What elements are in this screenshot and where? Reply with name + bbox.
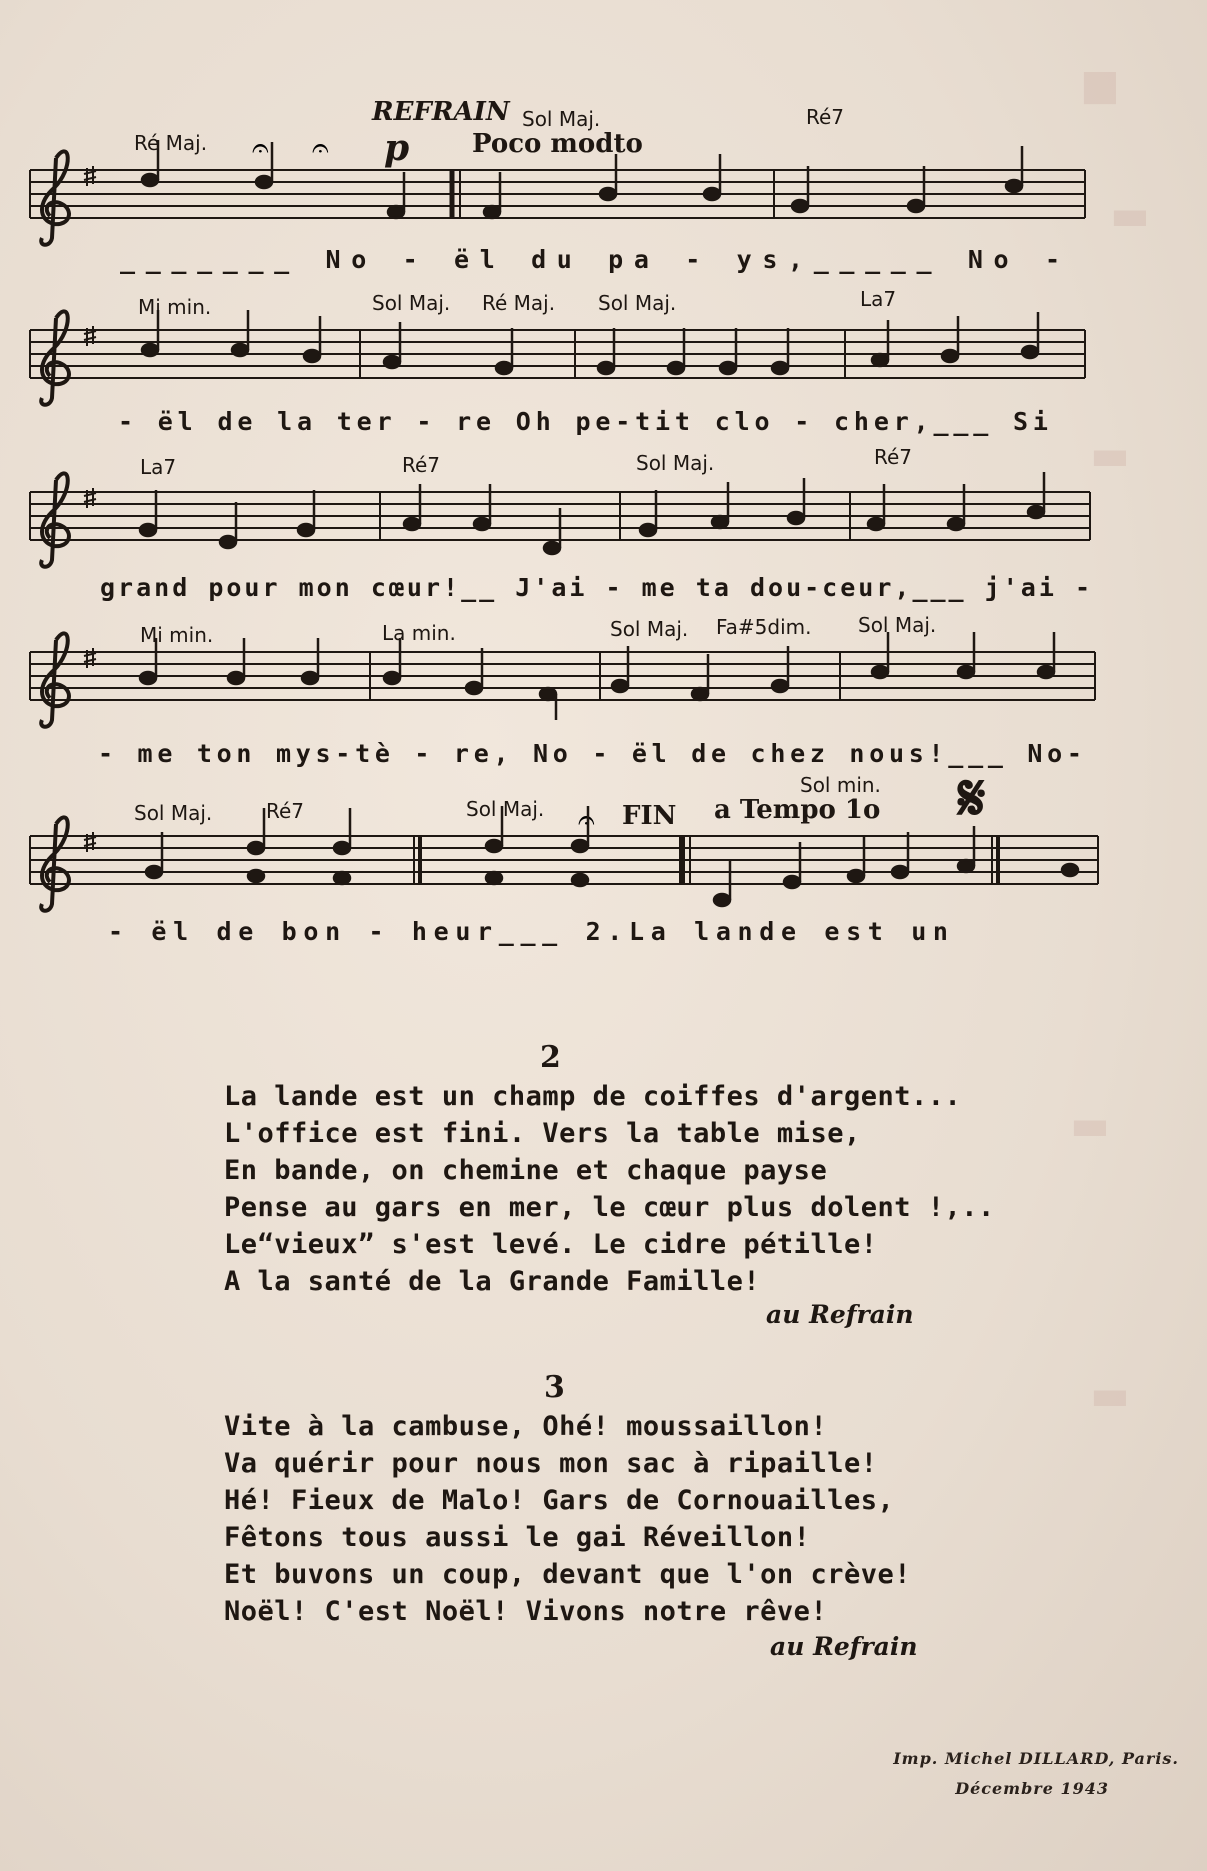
bleed-through-mark: ▬ [1110, 190, 1150, 239]
lyrics-line: grand pour mon cœur!__ J'ai - me ta dou-ceur,___ j'ai - [100, 573, 1090, 602]
chord-label: Ré Maj. [134, 131, 208, 155]
tempo-marking: Poco modto [472, 129, 643, 159]
bleed-through-mark: ▬ [1090, 1370, 1130, 1419]
chord-label: Ré7 [874, 445, 913, 469]
chord-label: La7 [140, 455, 177, 479]
verse-line: Va quérir pour nous mon sac à ripaille! [224, 1448, 878, 1479]
verse-line: Et buvons un coup, devant que l'on crève! [224, 1559, 911, 1590]
chord-label: Ré Maj. [482, 291, 556, 315]
fermata-icon: 𝄐 [252, 131, 269, 166]
chord-label: Sol Maj. [598, 291, 677, 315]
lyrics-line: - me ton mys-tè - re, No - ël de chez nous!___ No- [98, 739, 1082, 768]
refrain-note: au Refrain [770, 1632, 918, 1661]
staff-system-5 [30, 761, 1098, 946]
refrain-note: au Refrain [766, 1300, 914, 1329]
verse-line: L'office est fini. Vers la table mise, [224, 1118, 861, 1149]
chord-label: Sol Maj. [466, 797, 545, 821]
stanza-number: 2 [540, 1040, 561, 1075]
lyrics-line: _______ No - ël du pa - ys,_____ No - [120, 245, 1060, 274]
verse-line: La lande est un champ de coiffes d'argent... [224, 1081, 962, 1112]
verse-line: Pense au gars en mer, le cœur plus dolent !,.. [224, 1192, 995, 1223]
verse-line: Fêtons tous aussi le gai Réveillon! [224, 1522, 811, 1553]
verse-line: Hé! Fieux de Malo! Gars de Cornouailles, [224, 1485, 895, 1516]
dynamic-marking: p [384, 127, 410, 169]
chord-label: Sol Maj. [636, 451, 715, 475]
a-tempo-marking: a Tempo 1o [714, 795, 881, 825]
segno-icon: 𝄋 [958, 761, 986, 836]
chord-label: Sol min. [800, 773, 881, 797]
lyrics-line: - ël de la ter - re Oh pe-tit clo - cher,___ Si [118, 407, 1048, 436]
chord-label: Mi min. [138, 295, 212, 319]
verse-line: Vite à la cambuse, Ohé! moussaillon! [224, 1411, 828, 1442]
verse-line: A la santé de la Grande Famille! [224, 1266, 761, 1297]
chord-label: La min. [382, 621, 456, 645]
verse-line: En bande, on chemine et chaque payse [224, 1155, 828, 1186]
chord-label: Sol Maj. [522, 107, 601, 131]
refrain-title: REFRAIN [372, 97, 510, 127]
chord-label: La7 [860, 287, 897, 311]
chord-label: Sol Maj. [134, 801, 213, 825]
bleed-through-mark: ▬ [1070, 1100, 1110, 1149]
chord-label: Fa#5dim. [716, 615, 812, 639]
staff-system-1 [30, 105, 1085, 274]
chord-label: Ré7 [266, 799, 305, 823]
fermata-icon: 𝄐 [312, 131, 329, 166]
chord-label: Mi min. [140, 623, 214, 647]
verse-line: Le“vieux” s'est levé. Le cidre pétille! [224, 1229, 878, 1260]
bleed-through-mark: ■ [1080, 60, 1120, 109]
chord-label: Sol Maj. [610, 617, 689, 641]
staff-system-4 [30, 613, 1095, 768]
chord-label: Ré7 [402, 453, 441, 477]
stanza-3 [224, 1408, 1024, 1630]
chord-label: Sol Maj. [372, 291, 451, 315]
chord-label: Ré7 [806, 105, 845, 129]
verse-line: Noël! C'est Noël! Vivons notre rêve! [224, 1596, 828, 1627]
fermata-icon: 𝄐 [578, 803, 595, 838]
imprint-printer: Imp. Michel DILLARD, Paris. [893, 1749, 1179, 1768]
staff-system-3 [30, 445, 1090, 602]
staff-system-2 [30, 287, 1085, 436]
stanza-number: 3 [544, 1370, 565, 1405]
fin-marking: FIN [622, 801, 677, 831]
imprint-date: Décembre 1943 [955, 1779, 1109, 1798]
lyrics-line: - ël de bon - heur___ 2.La lande est un [108, 917, 948, 946]
printer-imprint [893, 1744, 1179, 1804]
stanza-2 [224, 1078, 1024, 1300]
chord-label: Sol Maj. [858, 613, 937, 637]
bleed-through-mark: ▬ [1090, 430, 1130, 479]
